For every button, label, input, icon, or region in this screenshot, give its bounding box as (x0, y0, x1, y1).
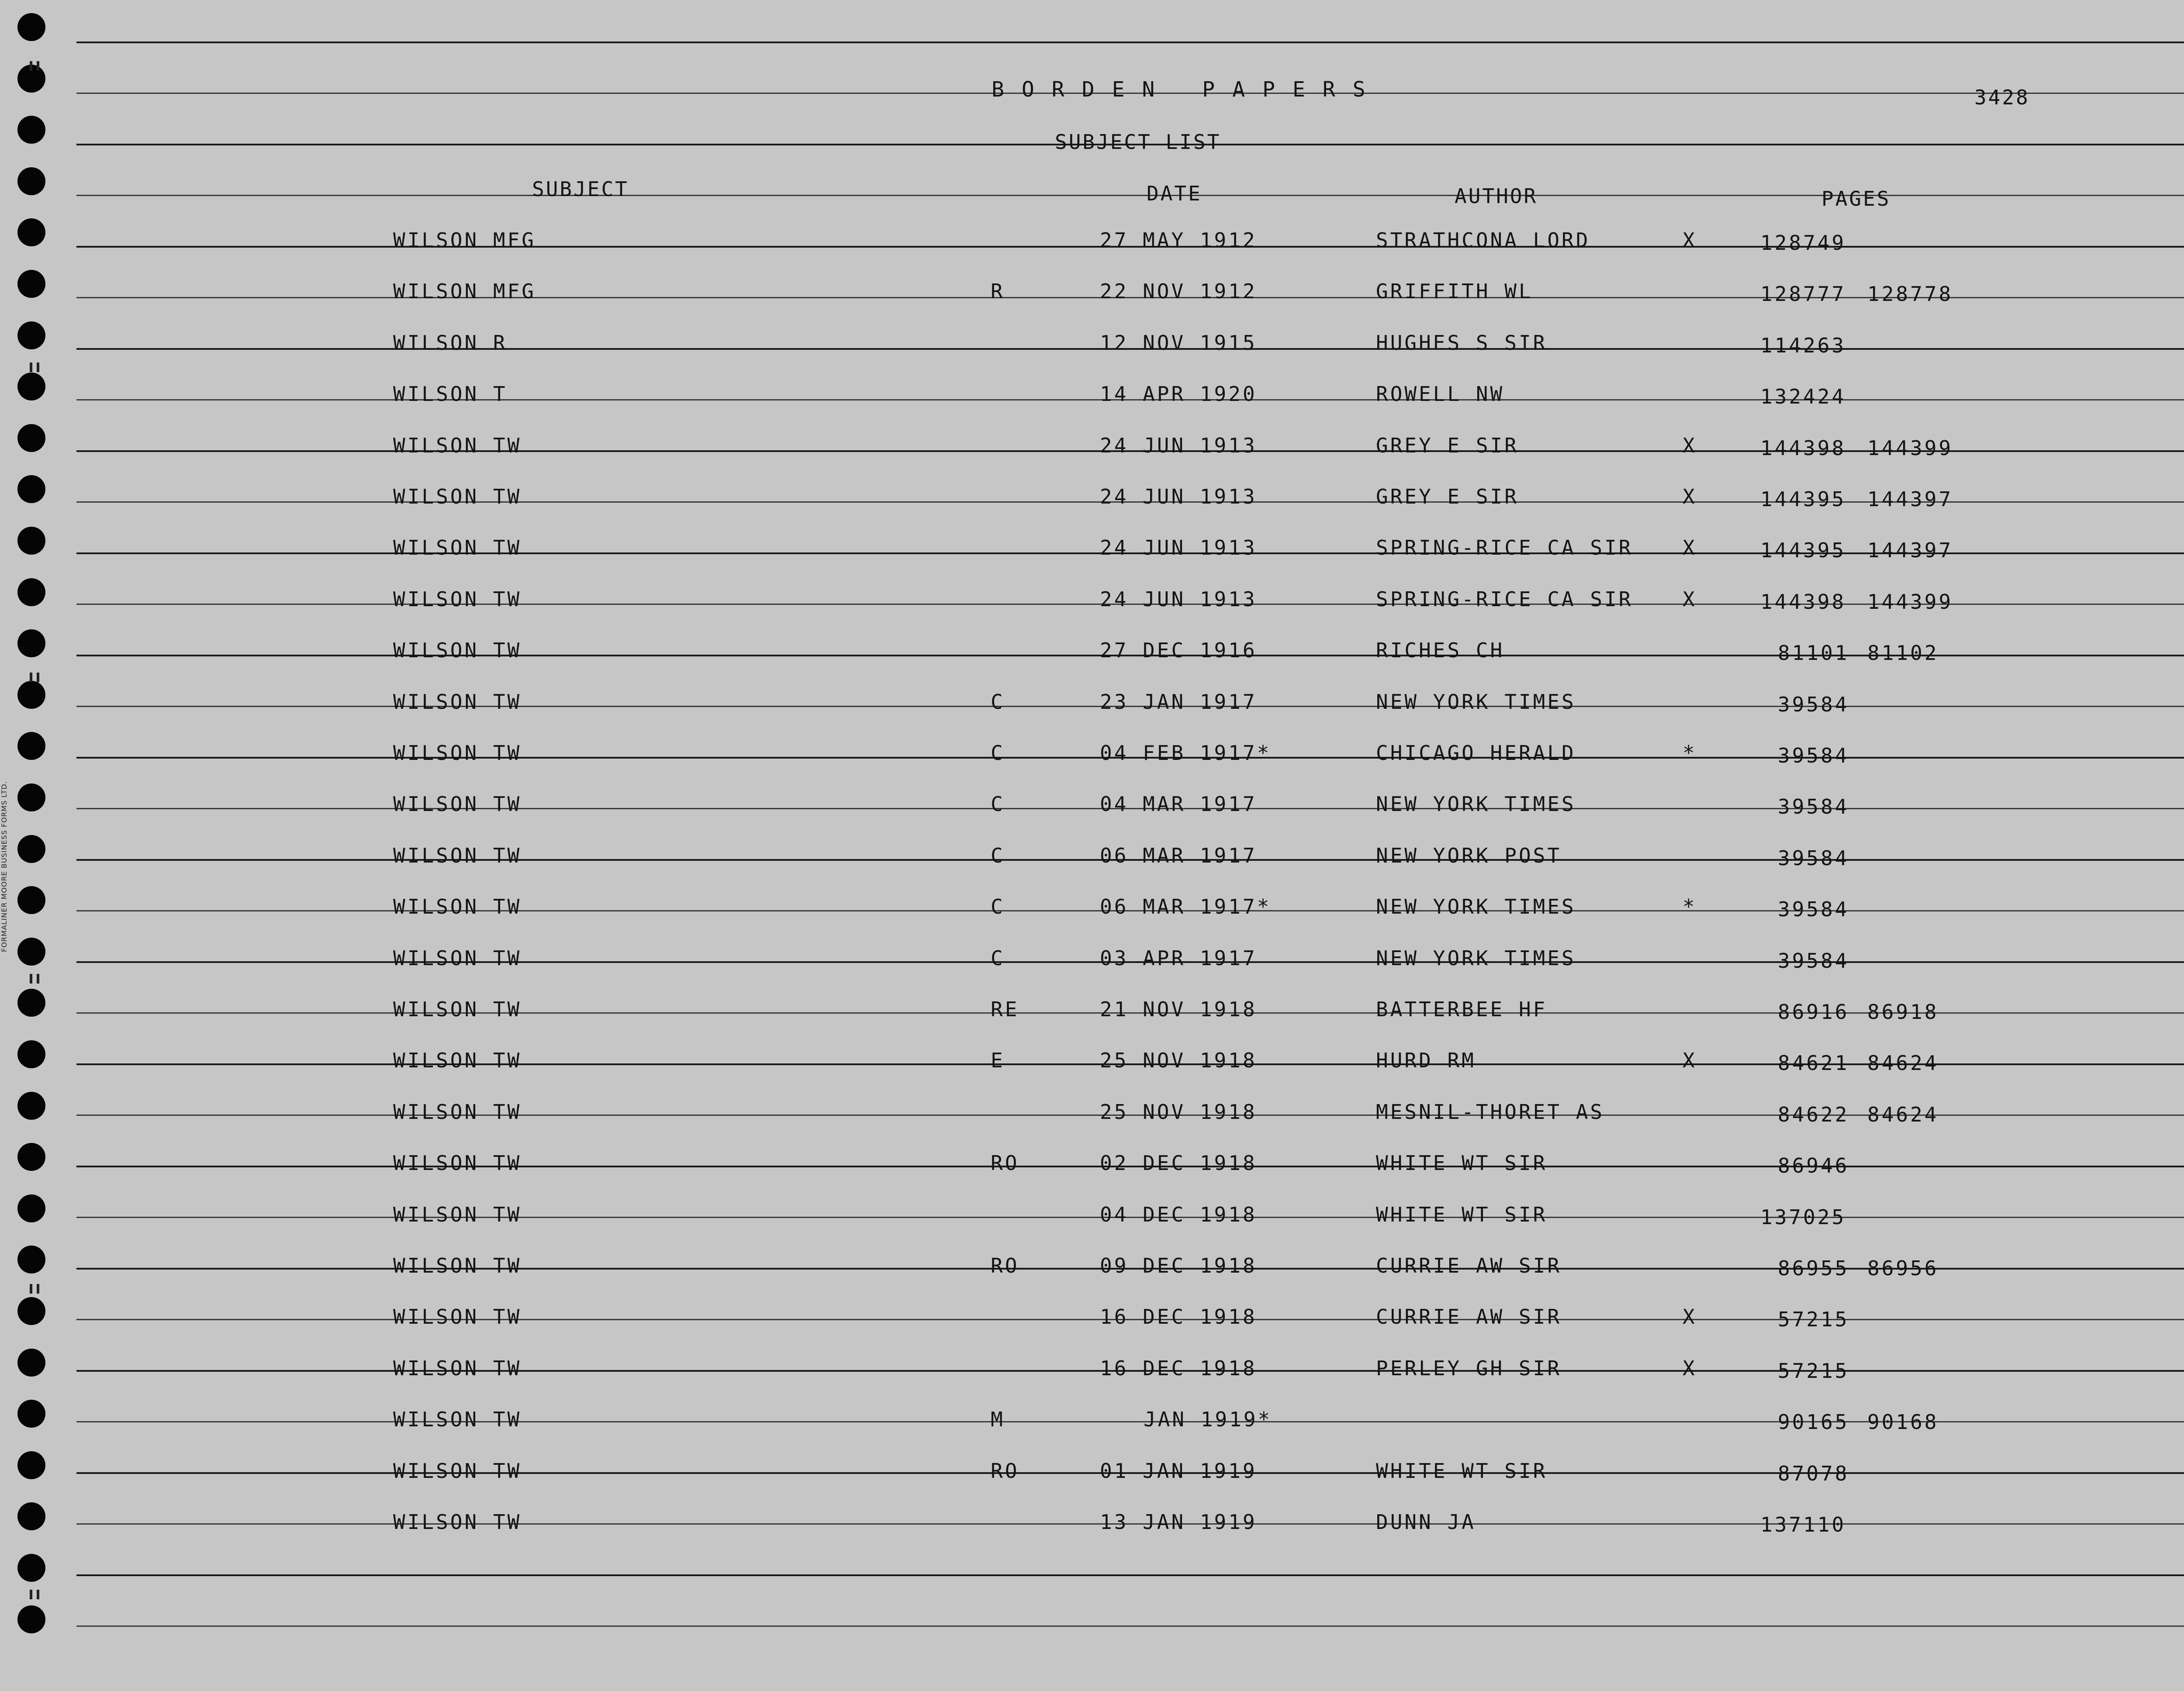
page-from-cell: 57215 (1778, 1308, 1849, 1332)
page-to-cell: 86956 (1867, 1256, 1939, 1280)
date-cell: 16 DEC 1918 (1100, 1305, 1257, 1329)
subject-cell: WILSON TW (393, 895, 522, 919)
perforation-mark (30, 61, 32, 71)
column-header-subject: SUBJECT (532, 177, 629, 201)
date-cell: 06 MAR 1917* (1100, 895, 1272, 919)
date-cell: 03 APR 1917 (1100, 946, 1257, 970)
date-cell: 24 JUN 1913 (1100, 433, 1257, 457)
date-cell: 23 JAN 1917 (1100, 690, 1257, 714)
subject-cell: WILSON TW (393, 1049, 522, 1073)
code-cell: C (991, 792, 1005, 816)
subject-cell: WILSON TW (393, 433, 522, 457)
column-header-pages: PAGES (1821, 187, 1891, 211)
subject-cell: WILSON TW (393, 690, 522, 714)
page-from-cell: 86955 (1778, 1256, 1849, 1280)
subject-cell: WILSON TW (393, 997, 522, 1021)
author-cell: NEW YORK TIMES (1376, 895, 1576, 919)
date-cell: 12 NOV 1915 (1100, 331, 1257, 355)
ruled-line (76, 41, 2184, 43)
page-to-cell: 144399 (1867, 590, 1953, 614)
subject-cell: WILSON MFG (393, 280, 536, 304)
subject-cell: WILSON TW (393, 1202, 522, 1226)
date-cell: 24 JUN 1913 (1100, 485, 1257, 508)
page-from-cell: 39584 (1778, 949, 1849, 973)
subject-cell: WILSON TW (393, 1305, 522, 1329)
author-cell: GRIFFITH WL (1376, 280, 1533, 304)
margin-imprint: FORMALINER MOORE BUSINESS FORMS LTD. (0, 781, 8, 952)
page-from-cell: 144395 (1760, 487, 1846, 511)
code-cell: C (991, 690, 1005, 714)
subject-cell: WILSON TW (393, 1356, 522, 1380)
date-cell: 25 NOV 1918 (1100, 1049, 1257, 1073)
author-cell: WHITE WT SIR (1376, 1202, 1548, 1226)
ruled-line (76, 1625, 2184, 1627)
subject-cell: WILSON TW (393, 1408, 522, 1432)
page-from-cell: 137025 (1760, 1205, 1846, 1229)
page-from-cell: 39584 (1778, 897, 1849, 921)
code-cell: RO (991, 1254, 1019, 1277)
column-header-date: DATE (1147, 182, 1202, 205)
date-cell: 02 DEC 1918 (1100, 1151, 1257, 1175)
mark-cell: X (1683, 485, 1697, 508)
date-cell: 27 DEC 1916 (1100, 638, 1257, 663)
page-from-cell: 114263 (1760, 333, 1846, 357)
perforation-mark (37, 61, 39, 71)
subject-cell: WILSON TW (393, 792, 522, 816)
mark-cell: X (1683, 1305, 1697, 1329)
author-cell: SPRING-RICE CA SIR (1376, 536, 1633, 560)
perforation-mark (37, 1590, 39, 1599)
page-from-cell: 39584 (1778, 795, 1849, 819)
page-to-cell: 144397 (1867, 538, 1953, 563)
author-cell: SPRING-RICE CA SIR (1376, 587, 1633, 611)
author-cell: PERLEY GH SIR (1376, 1356, 1562, 1380)
mark-cell: X (1683, 587, 1697, 611)
subject-cell: WILSON TW (393, 843, 522, 867)
perforation-mark (37, 362, 39, 372)
perforation-mark (37, 974, 39, 984)
date-cell: 06 MAR 1917 (1100, 843, 1257, 867)
author-cell: STRATHCONA LORD (1376, 228, 1590, 252)
page-to-cell: 84624 (1867, 1102, 1939, 1126)
subject-cell: WILSON TW (393, 1100, 522, 1124)
date-cell: 21 NOV 1918 (1100, 997, 1257, 1021)
author-cell: WHITE WT SIR (1376, 1459, 1548, 1483)
author-cell: MESNIL-THORET AS (1376, 1100, 1605, 1124)
mark-cell: X (1683, 433, 1697, 457)
author-cell: CURRIE AW SIR (1376, 1305, 1562, 1329)
author-cell: NEW YORK TIMES (1376, 946, 1576, 970)
perforation-mark (30, 673, 32, 682)
author-cell: CHICAGO HERALD (1376, 741, 1576, 765)
date-cell: JAN 1919* (1144, 1408, 1272, 1432)
mark-cell: X (1683, 1049, 1697, 1073)
page-from-cell: 39584 (1778, 692, 1849, 716)
subject-cell: WILSON TW (393, 1459, 522, 1483)
ruled-line (76, 1574, 2184, 1576)
perforation-mark (30, 1590, 32, 1599)
subject-cell: WILSON TW (393, 485, 522, 508)
author-cell: DUNN JA (1376, 1510, 1476, 1534)
author-cell: ROWELL NW (1376, 382, 1505, 406)
subject-cell: WILSON TW (393, 1510, 522, 1534)
author-cell: WHITE WT SIR (1376, 1151, 1548, 1175)
date-cell: 27 MAY 1912 (1100, 228, 1257, 252)
date-cell: 13 JAN 1919 (1100, 1510, 1257, 1534)
subject-cell: WILSON TW (393, 536, 522, 560)
page-to-cell: 128778 (1867, 282, 1953, 306)
page-from-cell: 144398 (1760, 590, 1846, 614)
date-cell: 14 APR 1920 (1100, 382, 1257, 406)
code-cell: RO (991, 1459, 1019, 1483)
author-cell: RICHES CH (1376, 638, 1505, 663)
perforation-mark (30, 362, 32, 372)
page-to-cell: 84624 (1867, 1051, 1939, 1075)
date-cell: 22 NOV 1912 (1100, 280, 1257, 304)
code-cell: RE (991, 997, 1019, 1021)
page-to-cell: 86918 (1867, 1000, 1939, 1024)
author-cell: NEW YORK POST (1376, 843, 1562, 867)
page-from-cell: 137110 (1760, 1513, 1846, 1536)
author-cell: GREY E SIR (1376, 433, 1519, 457)
page-from-cell: 86946 (1778, 1154, 1849, 1178)
date-cell: 09 DEC 1918 (1100, 1254, 1257, 1277)
mark-cell: X (1683, 228, 1697, 252)
mark-cell: X (1683, 1356, 1697, 1380)
page-from-cell: 86916 (1778, 1000, 1849, 1024)
subject-cell: WILSON TW (393, 587, 522, 611)
author-cell: GREY E SIR (1376, 485, 1519, 508)
document-title: BORDEN PAPERS (992, 77, 1383, 102)
page-from-cell: 128777 (1760, 282, 1846, 306)
author-cell: NEW YORK TIMES (1376, 792, 1576, 816)
code-cell: C (991, 895, 1005, 919)
page-from-cell: 57215 (1778, 1359, 1849, 1383)
subject-cell: WILSON TW (393, 741, 522, 765)
code-cell: M (991, 1408, 1005, 1432)
page-to-cell: 144399 (1867, 436, 1953, 460)
author-cell: HURD RM (1376, 1049, 1476, 1073)
perforation-mark (30, 1284, 32, 1294)
date-cell: 01 JAN 1919 (1100, 1459, 1257, 1483)
page-from-cell: 128749 (1760, 231, 1846, 255)
code-cell: C (991, 843, 1005, 867)
subject-cell: WILSON T (393, 382, 508, 406)
code-cell: C (991, 946, 1005, 970)
subject-cell: WILSON MFG (393, 228, 536, 252)
author-cell: HUGHES S SIR (1376, 331, 1548, 355)
page-from-cell: 84622 (1778, 1102, 1849, 1126)
page-from-cell: 39584 (1778, 744, 1849, 767)
page-from-cell: 81101 (1778, 641, 1849, 665)
author-cell: CURRIE AW SIR (1376, 1254, 1562, 1277)
code-cell: C (991, 741, 1005, 765)
page-from-cell: 39584 (1778, 846, 1849, 870)
date-cell: 04 DEC 1918 (1100, 1202, 1257, 1226)
page-from-cell: 132424 (1760, 385, 1846, 409)
subject-cell: WILSON TW (393, 1151, 522, 1175)
code-cell: E (991, 1049, 1005, 1073)
code-cell: R (991, 280, 1005, 304)
mark-cell: X (1683, 536, 1697, 560)
subject-cell: WILSON TW (393, 946, 522, 970)
date-cell: 25 NOV 1918 (1100, 1100, 1257, 1124)
list-title: SUBJECT LIST (1055, 130, 1221, 154)
page-number: 3428 (1974, 86, 2030, 109)
page-from-cell: 144398 (1760, 436, 1846, 460)
code-cell: RO (991, 1151, 1019, 1175)
subject-cell: WILSON TW (393, 638, 522, 663)
page-to-cell: 81102 (1867, 641, 1939, 665)
page-to-cell: 90168 (1867, 1410, 1939, 1434)
page-from-cell: 144395 (1760, 538, 1846, 563)
perforation-mark (37, 1284, 39, 1294)
date-cell: 16 DEC 1918 (1100, 1356, 1257, 1380)
date-cell: 04 FEB 1917* (1100, 741, 1272, 765)
subject-cell: WILSON TW (393, 1254, 522, 1277)
subject-cell: WILSON R (393, 331, 508, 355)
mark-cell: * (1683, 895, 1697, 919)
perforation-mark (37, 673, 39, 682)
perforation-mark (30, 974, 32, 984)
date-cell: 24 JUN 1913 (1100, 536, 1257, 560)
mark-cell: * (1683, 741, 1697, 765)
page-from-cell: 87078 (1778, 1461, 1849, 1485)
page-from-cell: 84621 (1778, 1051, 1849, 1075)
page-from-cell: 90165 (1778, 1410, 1849, 1434)
column-header-author: AUTHOR (1455, 184, 1538, 208)
date-cell: 04 MAR 1917 (1100, 792, 1257, 816)
page-to-cell: 144397 (1867, 487, 1953, 511)
date-cell: 24 JUN 1913 (1100, 587, 1257, 611)
author-cell: NEW YORK TIMES (1376, 690, 1576, 714)
author-cell: BATTERBEE HF (1376, 997, 1548, 1021)
